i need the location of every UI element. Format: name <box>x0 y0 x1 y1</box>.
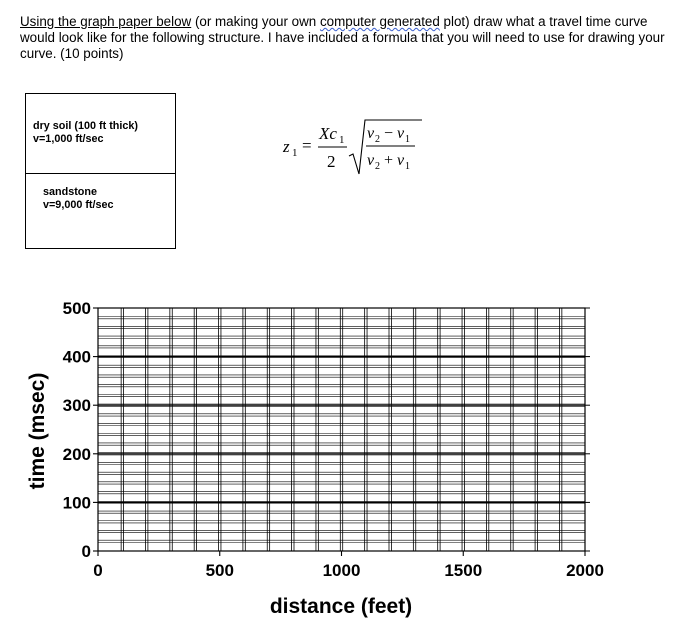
y-axis-label: time (msec) <box>26 372 49 490</box>
travel-time-graph-paper <box>0 290 677 623</box>
formula-z-subscript: 1 <box>292 147 298 159</box>
formula-radical-numerator-term: 2 <box>375 134 380 145</box>
formula-numerator-xc: Xc <box>319 124 337 143</box>
formula-radical-denominator-term: + <box>384 152 394 169</box>
x-axis-ticks <box>93 551 604 580</box>
layer-1-label <box>33 120 138 146</box>
formula-radical-denominator-term: v <box>397 152 405 169</box>
x-tick-label: 1500 <box>444 561 483 580</box>
y-tick-label: 400 <box>62 347 91 367</box>
instructions-line-2: would look like for the following structure. I have included a formula that you will need to use for drawing your <box>20 30 665 45</box>
depth-formula <box>278 118 428 180</box>
layer-2-label <box>43 186 114 212</box>
graph-minor-grid <box>98 308 585 551</box>
instructions <box>20 14 675 62</box>
formula-radical-denominator-term: 2 <box>375 161 380 172</box>
instructions-text: (or making your own <box>191 14 320 29</box>
instructions-line-1 <box>20 14 675 30</box>
formula-equals: = <box>302 136 312 155</box>
formula-z: z <box>283 137 290 156</box>
x-axis-label: distance (feet) <box>269 595 413 618</box>
layer-2-velocity: v=9,000 ft/sec <box>43 199 114 211</box>
y-tick-label: 100 <box>62 493 91 513</box>
formula-radical-numerator-term: − <box>384 125 394 142</box>
x-tick-label: 0 <box>93 561 103 580</box>
formula-radical-denominator-term: v <box>367 152 375 169</box>
instructions-underlined-text: Using the graph paper below <box>20 14 192 29</box>
graph-major-grid <box>98 308 585 551</box>
formula-denominator: 2 <box>327 152 336 171</box>
y-tick-label: 500 <box>62 299 91 318</box>
x-tick-label: 2000 <box>566 561 604 580</box>
plot-frame <box>98 308 585 551</box>
spellcheck-flagged-text: computer generated <box>319 14 440 29</box>
y-tick-label: 200 <box>62 444 91 464</box>
graph-paper-svg[interactable] <box>0 290 677 623</box>
formula-radical-numerator-term: v <box>397 125 405 142</box>
formula-radical-numerator-term: 1 <box>405 134 410 145</box>
layer-model-diagram <box>25 93 176 249</box>
formula-numerator-subscript: 1 <box>339 134 345 146</box>
layer-1-name: dry soil (100 ft thick) <box>33 120 138 132</box>
formula-radical-denominator-term: 1 <box>405 161 410 172</box>
x-tick-label: 500 <box>205 561 234 580</box>
x-tick-label: 1000 <box>322 561 361 580</box>
layer-1-velocity: v=1,000 ft/sec <box>33 133 104 145</box>
layer-2-name: sandstone <box>43 186 97 198</box>
instructions-text: plot) draw what a travel time curve <box>439 14 648 29</box>
instructions-line-3: curve. (10 points) <box>20 46 124 61</box>
y-tick-label: 0 <box>81 542 91 561</box>
formula-radical-numerator-term: v <box>367 125 375 142</box>
y-tick-label: 300 <box>62 396 91 416</box>
layer-boundary-line <box>26 173 175 174</box>
